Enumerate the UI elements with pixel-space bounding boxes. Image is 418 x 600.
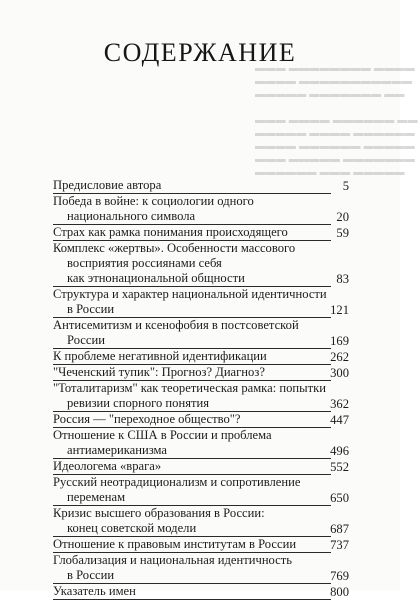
toc-entry-title-continuation: антиамериканизма [67,443,168,457]
toc-entry-title-continuation: восприятия россиянами себя [67,256,222,270]
toc-entry[interactable] [53,381,349,412]
toc-entry[interactable] [53,194,349,225]
toc-entry-page-number: 121 [330,303,349,317]
toc-entry-page-number: 262 [330,350,349,364]
toc-entry-title: Отношение к США в России и проблема [53,428,272,442]
toc-entry[interactable] [53,349,349,365]
toc-entry-title-continuation: переменам [67,490,126,504]
toc-entry-title-continuation: как этнонациональной общности [67,271,245,285]
toc-entry[interactable] [53,412,349,428]
toc-entry-title-continuation: ревизии спорного понятия [67,396,210,410]
toc-entry-title: Предисловие автора [53,178,162,192]
toc-entry[interactable] [53,459,349,475]
toc-entry[interactable] [53,318,349,349]
toc-entry-page-number: 5 [342,179,349,193]
toc-entry-title: Россия — "переходное общество"? [53,412,241,426]
toc-entry-page-number: 496 [330,444,349,458]
toc-entry[interactable] [53,287,349,318]
toc-entry-page-number: 800 [330,585,349,599]
toc-entry-page-number: 447 [330,413,349,427]
toc-entry-title: Русский неотрадиционализм и сопротивление [53,475,301,489]
toc-entry-title-continuation: национального символа [67,209,196,223]
toc-entry-title-continuation: в России [67,568,115,582]
toc-entry-title: Отношение к правовым институтам в России [53,537,297,551]
toc-entry[interactable] [53,365,349,381]
toc-entry[interactable] [53,241,349,287]
toc-entry-page-number: 83 [336,272,349,286]
toc-entry-page-number: 20 [336,210,349,224]
toc-entry-page-number: 362 [330,397,349,411]
toc-entry-title: Идеологема «врага» [53,459,162,473]
toc-entry-title: Антисемитизм и ксенофобия в постсоветской [53,318,299,332]
toc-entry[interactable] [53,225,349,241]
toc-entry-page-number: 552 [330,460,349,474]
toc-entry[interactable] [53,428,349,459]
toc-entry-title: Указатель имен [53,584,136,598]
toc-entry[interactable] [53,475,349,506]
toc-entry-page-number: 169 [330,334,349,348]
toc-entry-title: Структура и характер национальной идентичности [53,287,327,301]
toc-entry-page-number: 650 [330,491,349,505]
toc-entry-title: "Тоталитаризм" как теоретическая рамка: попытки [53,381,326,395]
toc-entry-page-number: 300 [330,366,349,380]
toc-entry[interactable] [53,178,349,194]
toc-entry-title: Кризис высшего образования в России: [53,506,265,520]
toc-entry-title: "Чеченский тупик": Прогноз? Диагноз? [53,365,265,379]
toc-entry-title: Победа в войне: к социологии одного [53,194,254,208]
show-through-text: ▬▬▬ ▬▬▬▬▬▬▬▬ ▬▬▬▬ ▬▬▬▬ ▬▬▬▬▬▬▬▬▬▬▬ ▬▬▬▬▬ ▬▬▬▬▬▬▬ ▬▬ ▬▬▬ ▬▬▬▬ ▬▬▬▬▬▬ ▬▬ ▬▬▬▬▬ ▬▬▬▬ ▬▬▬▬▬▬ ▬▬▬▬ ▬▬▬▬▬▬ ▬▬▬▬▬ ▬▬▬ ▬▬▬▬▬ ▬▬▬▬▬▬▬ ▬▬▬▬▬▬ ▬▬▬ ▬▬▬▬▬ [255,63,418,178]
page-title: СОДЕРЖАНИЕ [103,38,297,67]
toc-entry-title: Комплекс «жертвы». Особенности массового [53,241,296,255]
toc-entry-title-continuation: конец советской модели [67,521,197,535]
toc-entry[interactable] [53,553,349,584]
toc-entry[interactable] [53,537,349,553]
toc-entry-page-number: 59 [336,226,349,240]
toc-entry-page-number: 737 [330,538,349,552]
toc-entry-page-number: 769 [330,569,349,583]
table-of-contents [53,178,349,600]
toc-entry-page-number: 687 [330,522,349,536]
toc-entry-title-continuation: в России [67,302,115,316]
toc-entry-title: К проблеме негативной идентификации [53,349,267,363]
toc-entry[interactable] [53,506,349,537]
toc-entry[interactable] [53,584,349,600]
toc-entry-title: Глобализация и национальная идентичность [53,553,293,567]
toc-entry-title-continuation: России [67,333,105,347]
toc-entry-title: Страх как рамка понимания происходящего [53,225,288,239]
